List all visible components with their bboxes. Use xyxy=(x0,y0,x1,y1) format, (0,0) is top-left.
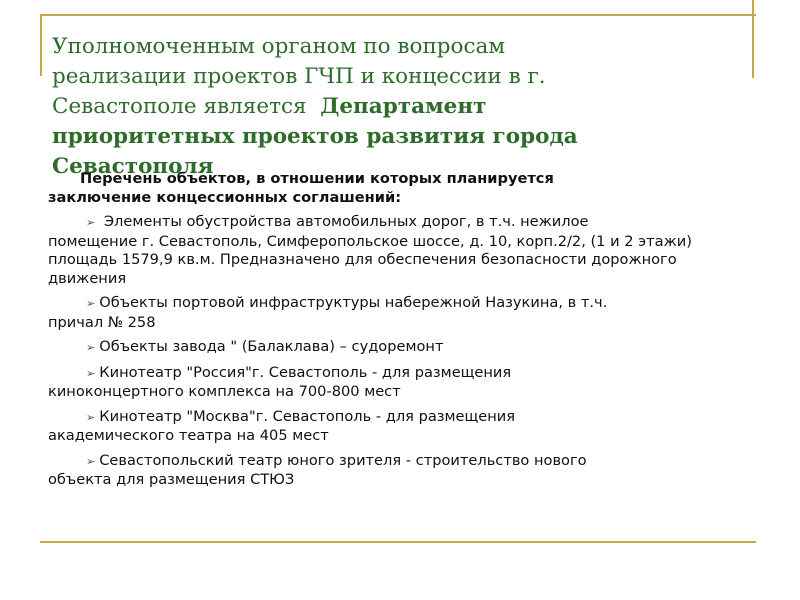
title-line-2: реализации проектов ГЧП и концессии в г. xyxy=(52,64,546,89)
title-line-5: Севастополя xyxy=(52,154,214,179)
arrow-bullet-icon: ➢ xyxy=(86,410,96,424)
list-item xyxy=(48,294,748,332)
list-item-continuation: киноконцертного комплекса на 700-800 мест xyxy=(48,383,401,400)
list-item-continuation: помещение г. Севастополь, Симферопольское шоссе, д. 10, корп.2/2, (1 и 2 этажи) площадь 1579,9 кв.м. Предназначено для обеспечения безопасности дорожного движения xyxy=(48,232,692,287)
title-line-4: приоритетных проектов развития города xyxy=(52,124,578,149)
arrow-bullet-icon: ➢ xyxy=(86,216,96,229)
list-item-first-line: Объекты портовой инфраструктуры набережной Назукина, в т.ч. xyxy=(99,294,608,311)
arrow-bullet-icon: ➢ xyxy=(86,454,96,468)
list-item-first-line: Объекты завода " (Балаклава) – судоремонт xyxy=(99,338,444,355)
list-item xyxy=(48,364,748,402)
list-item xyxy=(48,338,748,358)
list-item xyxy=(48,213,748,288)
list-item-first-line: Кинотеатр "Москва"г. Севастополь - для размещения xyxy=(99,407,516,425)
arrow-bullet-icon: ➢ xyxy=(86,297,96,310)
list-item-first-line: Севастопольский театр юного зрителя - строительство нового xyxy=(99,451,587,469)
list-item xyxy=(48,452,748,490)
top-rule xyxy=(40,14,756,16)
list-item-continuation: академического театра на 405 мест xyxy=(48,427,329,444)
title-line-1: Уполномоченным органом по вопросам xyxy=(52,34,506,59)
list-intro xyxy=(48,170,748,207)
title-line-3 xyxy=(52,92,752,122)
list-intro-line-2: заключение концессионных соглашений: xyxy=(48,188,402,206)
arrow-bullet-icon: ➢ xyxy=(86,341,96,354)
list-item-continuation: причал № 258 xyxy=(48,313,156,331)
slide-title xyxy=(52,32,752,182)
arrow-bullet-icon: ➢ xyxy=(86,366,96,380)
list-item xyxy=(48,408,748,446)
bottom-rule xyxy=(40,541,756,543)
list-item-continuation: объекта для размещения СТЮЗ xyxy=(48,471,295,488)
list-intro-line-1: Перечень объектов, в отношении которых планируется xyxy=(80,170,554,187)
right-rule xyxy=(752,0,754,78)
title-department: Департамент xyxy=(320,94,487,119)
list-item-first-line: Кинотеатр "Россия"г. Севастополь - для размещения xyxy=(99,363,512,381)
left-rule xyxy=(40,14,42,76)
list-item-first-line: Элементы обустройства автомобильных дорог, в т.ч. нежилое xyxy=(99,213,589,230)
objects-list xyxy=(48,170,748,490)
title-line-3-normal: Севастополе является xyxy=(52,94,321,119)
